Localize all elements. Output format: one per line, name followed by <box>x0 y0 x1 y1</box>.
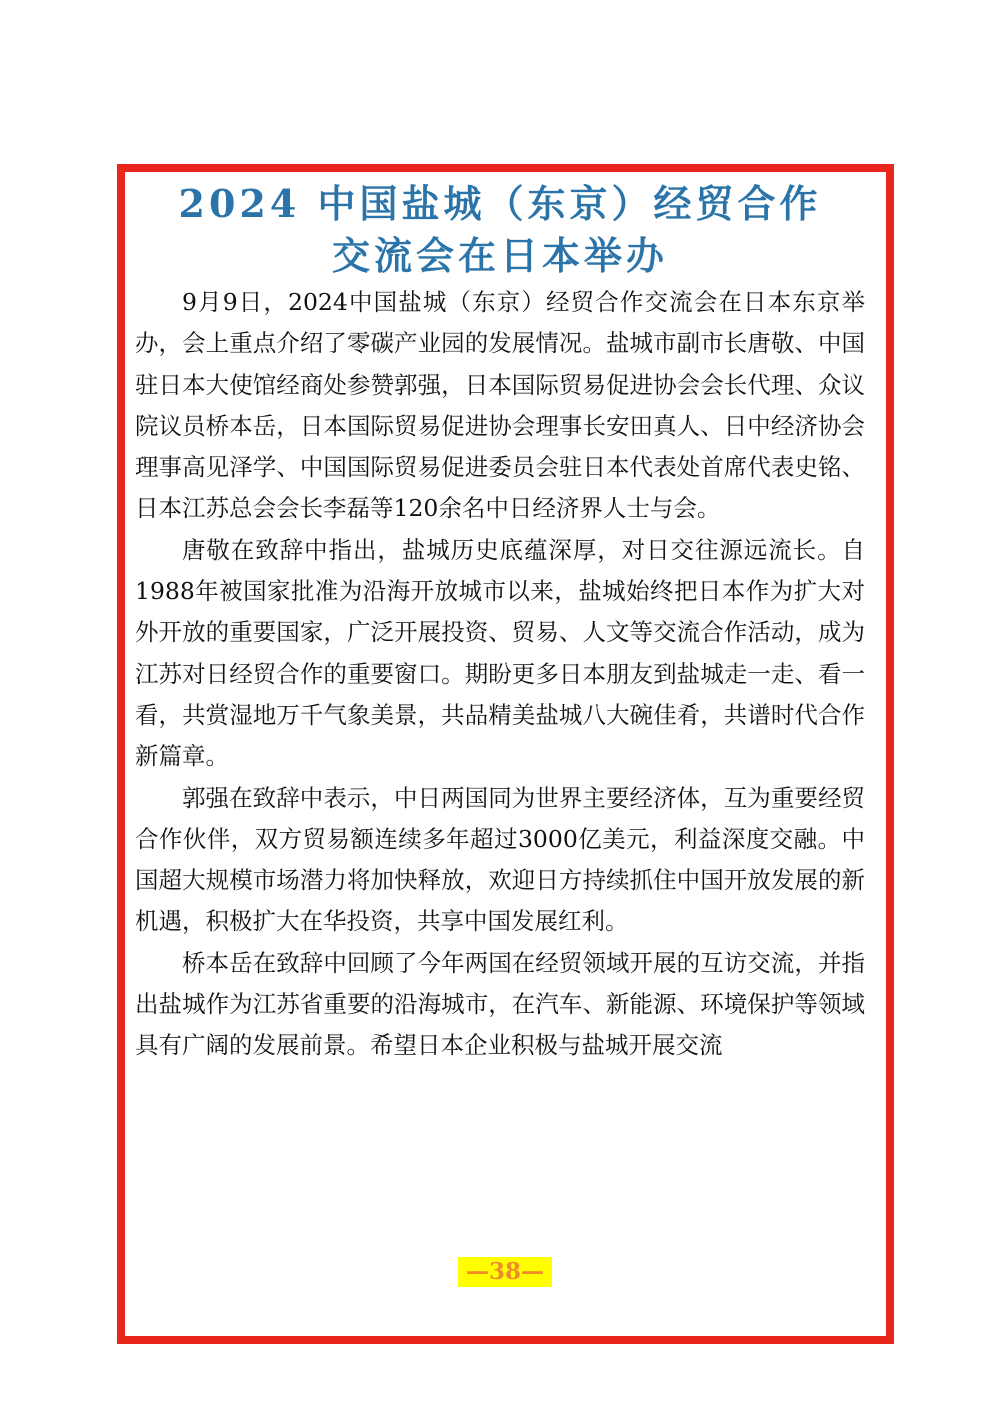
paragraph-1: 9月9日，2024中国盐城（东京）经贸合作交流会在日本东京举办，会上重点介绍了零碳产业园的发展情况。盐城市副市长唐敬、中国驻日本大使馆经商处参赞郭强，日本国际贸易促进协会会长代理、众议院议员桥本岳，日本国际贸易促进协会理事长安田真人、日中经济协会理事高见泽学、中国国际贸易促进委员会驻日本代表处首席代表史铭、日本江苏总会会长李磊等120余名中日经济界人士与会。 <box>135 288 865 523</box>
paragraph-2: 唐敬在致辞中指出，盐城历史底蕴深厚，对日交往源远流长。自1988年被国家批准为沿海开放城市以来，盐城始终把日本作为扩大对外开放的重要国家，广泛开展投资、贸易、人文等交流合作活动，成为江苏对日经贸合作的重要窗口。期盼更多日本朋友到盐城走一走、看一看，共赏湿地万千气象美景，共品精美盐城八大碗佳肴，共谱时代合作新篇章。 <box>135 535 865 771</box>
article-title-line-1: 2024 中国盐城（东京）经贸合作 <box>178 181 822 226</box>
article-body <box>135 282 865 1067</box>
paragraph-3: 郭强在致辞中表示，中日两国同为世界主要经济体，互为重要经贸合作伙伴，双方贸易额连续多年超过3000亿美元，利益深度交融。中国超大规模市场潜力将加快释放，欢迎日方持续抓住中国开放发展的新机遇，积极扩大在华投资，共享中国发展红利。 <box>135 783 865 936</box>
paragraph-4: 桥本岳在致辞中回顾了今年两国在经贸领域开展的互访交流，并指出盐城作为江苏省重要的沿海城市，在汽车、新能源、环境保护等领域具有广阔的发展前景。希望日本企业积极与盐城开展交流 <box>135 948 865 1060</box>
page-number: —38— <box>458 1257 552 1287</box>
article-title-line-2: 交流会在日本举办 <box>331 233 668 278</box>
